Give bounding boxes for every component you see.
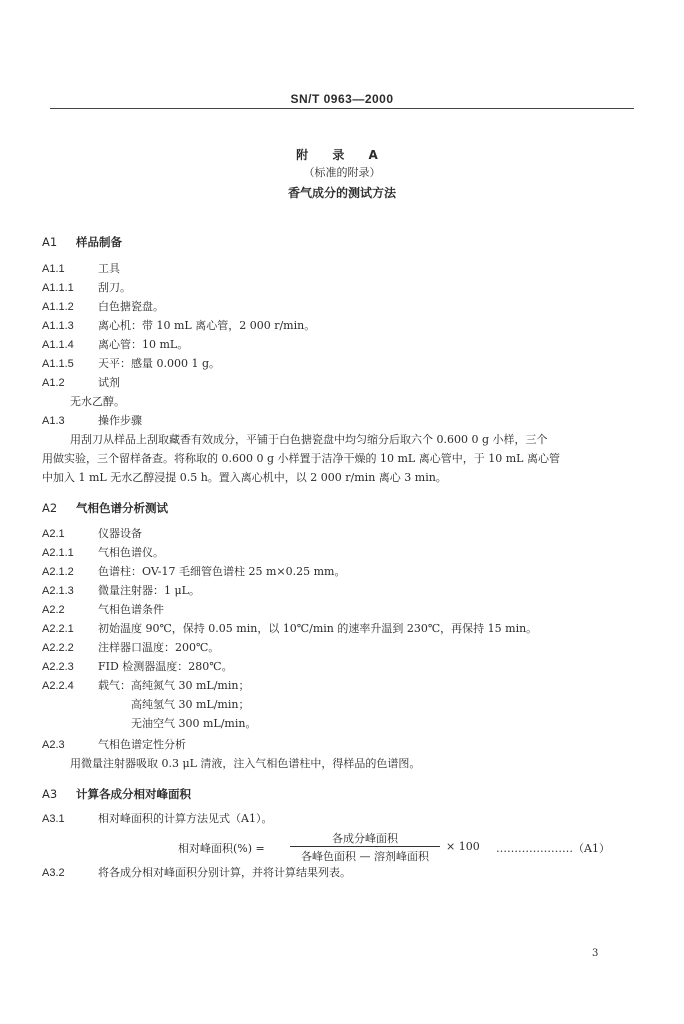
clause-number: A1.1.5 (42, 358, 74, 370)
clause-number: A2.3 (42, 739, 65, 751)
clause-number: A3.2 (42, 867, 65, 879)
clause-line (42, 376, 120, 390)
clause-number: A2.1.3 (42, 585, 74, 597)
clause-number: A2.2.1 (42, 623, 74, 635)
clause-number: A2.1 (42, 528, 65, 540)
clause-line (42, 300, 164, 314)
clause-line (42, 679, 249, 693)
clause-number: A1.1.2 (42, 301, 74, 313)
clause-number: A2.1.1 (42, 547, 74, 559)
clause-line (42, 546, 164, 560)
clause-line (42, 281, 131, 295)
clause-number: A2.2.4 (42, 680, 74, 692)
clause-line (42, 812, 272, 826)
clause-text: 载气：高纯氮气 30 mL/min； (98, 679, 250, 692)
clause-text: 微量注射器：1 μL。 (98, 584, 200, 597)
carrier-gas-line: 无油空气 300 mL/min。 (131, 717, 257, 730)
clause-line (42, 641, 219, 655)
fraction-bar (290, 846, 440, 847)
clause-text: FID 检测器温度：280℃。 (98, 660, 233, 673)
carrier-gas-line: 高纯氢气 30 mL/min； (131, 698, 250, 711)
clause-number: A1.1.1 (42, 282, 74, 294)
clause-line (42, 565, 345, 579)
reagent-text: 无水乙醇。 (70, 395, 125, 408)
clause-number: A2.2.3 (42, 661, 74, 673)
appendix-heading: 香气成分的测试方法 (287, 186, 396, 200)
clause-text: 气相色谱仪。 (98, 546, 164, 559)
clause-text: 气相色谱定性分析 (98, 738, 186, 751)
qualitative-analysis-text: 用微量注射器吸取 0.3 μL 清液，注入气相色谱柱中，得样品的色谱图。 (70, 757, 421, 770)
clause-number: A1.1.3 (42, 320, 74, 332)
formula-lhs: 相对峰面积(%) = (178, 842, 265, 855)
section-a2-heading (42, 500, 168, 516)
header-rule (50, 108, 634, 109)
section-number: A2 (42, 501, 58, 515)
clause-text: 注样器口温度：200℃。 (98, 641, 220, 654)
clause-number: A1.2 (42, 377, 65, 389)
formula-multiplier: × 100 (446, 840, 480, 853)
clause-text: 气相色谱条件 (98, 603, 164, 616)
standard-number-header: SN/T 0963—2000 (290, 92, 394, 106)
section-title: 气相色谱分析测试 (76, 501, 169, 515)
clause-number: A3.1 (42, 813, 65, 825)
clause-number: A1.3 (42, 415, 65, 427)
section-title: 样品制备 (76, 235, 123, 249)
clause-line (42, 584, 200, 598)
section-title: 计算各成分相对峰面积 (76, 787, 192, 801)
clause-line (42, 338, 188, 352)
clause-text: 离心管：10 mL。 (98, 338, 189, 351)
clause-text: 天平：感量 0.000 1 g。 (98, 357, 221, 370)
clause-text: 色谱柱：OV-17 毛细管色谱柱 25 m×0.25 mm。 (98, 565, 346, 578)
procedure-line: 用做实验，三个留样备查。将称取的 0.600 0 g 小样置于洁净干燥的 10 mL 离心管中，于 10 mL 离心管 (42, 452, 560, 465)
clause-text: 初始温度 90℃，保持 0.05 min，以 10℃/min 的速率升温到 230℃，再保持 15 min。 (98, 622, 538, 635)
clause-line (42, 603, 164, 617)
clause-number: A1.1.4 (42, 339, 74, 351)
clause-number: A2.2.2 (42, 642, 74, 654)
clause-line (42, 527, 142, 541)
clause-text: 刮刀。 (98, 281, 131, 294)
clause-number: A1.1 (42, 263, 65, 275)
clause-line (42, 262, 120, 276)
clause-line (42, 319, 315, 333)
clause-number: A2.1.2 (42, 566, 74, 578)
clause-text: 试剂 (98, 376, 120, 389)
clause-text: 仪器设备 (98, 527, 142, 540)
appendix-title: 附 录 A (296, 148, 388, 162)
page-number: 3 (592, 948, 599, 959)
clause-line (42, 622, 537, 636)
formula-fraction (290, 830, 440, 864)
appendix-subtitle: （标准的附录） (303, 166, 381, 179)
clause-text: 将各成分相对峰面积分别计算，并将计算结果列表。 (98, 866, 351, 879)
section-number: A3 (42, 787, 58, 801)
clause-line (42, 660, 233, 674)
clause-text: 工具 (98, 262, 120, 275)
clause-text: 离心机：带 10 mL 离心管，2 000 r/min。 (98, 319, 316, 332)
section-number: A1 (42, 235, 58, 249)
section-a1-heading (42, 234, 122, 250)
procedure-line: 用刮刀从样品上刮取藏香有效成分，平铺于白色搪瓷盘中均匀缩分后取六个 0.600 0 g 小样，三个 (70, 433, 548, 446)
formula-reference: …………………（A1） (496, 842, 610, 855)
clause-number: A2.2 (42, 604, 65, 616)
formula-numerator: 各成分峰面积 (332, 832, 398, 845)
section-a3-heading (42, 786, 191, 802)
clause-line (42, 357, 220, 371)
clause-line (42, 866, 351, 880)
clause-text: 操作步骤 (98, 414, 142, 427)
formula-denominator: 各峰色面积 — 溶剂峰面积 (301, 850, 429, 863)
procedure-line: 中加入 1 mL 无水乙醇浸提 0.5 h。置入离心机中，以 2 000 r/min 离心 3 min。 (42, 471, 447, 484)
clause-text: 相对峰面积的计算方法见式（A1）。 (98, 812, 273, 825)
clause-line (42, 738, 186, 752)
clause-line (42, 414, 142, 428)
clause-text: 白色搪瓷盘。 (98, 300, 164, 313)
